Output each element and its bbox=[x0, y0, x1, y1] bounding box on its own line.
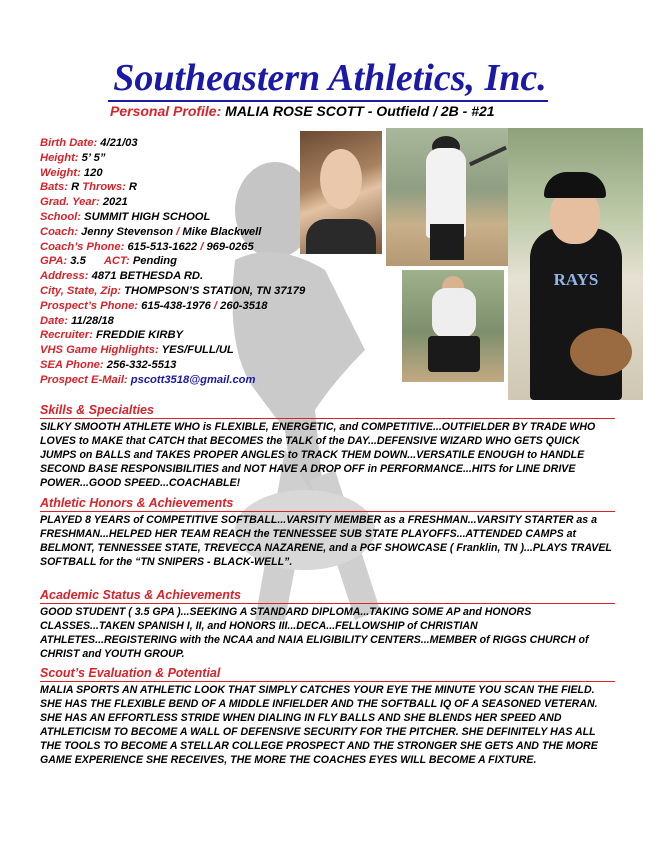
batting-photo bbox=[386, 128, 511, 266]
info-height: Height: 5’ 5” bbox=[40, 151, 106, 164]
section-body: MALIA SPORTS AN ATHLETIC LOOK THAT SIMPLY CATCHES YOUR EYE THE MINUTE YOU SCAN THE FIELD. SHE HAS THE FLEXIBLE BEND OF A MIDDLE INFIELDER AND THE SOFTBALL IQ OF A SEASONED VETERAN. SHE HAS AN EFFORTLESS STRIDE WHEN DIALING IN FLY BALLS AND SHE BLENDS HER SPEED AND ATHLETICISM TO BECOME A WALL OF DEFENSIVE SECURITY FOR THE PITCHER. SHE DEFINITELY HAS ALL THE TOOLS TO BECOME A STELLAR COLLEGE PROSPECT AND THE STRONGER SHE GETS AND THE MORE GAME EXPERIENCE SHE RECEIVES, THE MORE THE COACHES EYES WILL BECOME A FIXTURE. bbox=[40, 684, 598, 766]
info-gpa-act: GPA: 3.5 ACT: Pending bbox=[40, 255, 177, 268]
info-address: Address: 4871 BETHESDA RD. bbox=[40, 270, 204, 283]
info-birth-date: Birth Date: 4/21/03 bbox=[40, 137, 138, 149]
info-bats-throws: Bats: R Throws: R bbox=[40, 181, 138, 194]
section-heading: Academic Status & Achievements bbox=[40, 588, 615, 604]
portrait-photo bbox=[300, 131, 382, 254]
info-weight: Weight: 120 bbox=[40, 166, 103, 179]
section-body: PLAYED 8 YEARS of COMPETITIVE SOFTBALL...VARSITY MEMBER as a FRESHMAN...VARSITY STARTER as a FRESHMAN...HELPED HER TEAM REACH the TENNESSEE SUB STATE PLAYOFFS...ATTENDED CAMPS at BELMONT, TENNESSEE STATE, TREVECCA NAZARENE, and a PGF SHOWCASE ( Franklin, TN )...PLAYS TRAVEL SOFTBALL for the “TN SNIPERS - BLACK-WELL”. bbox=[40, 514, 612, 568]
jersey-photo bbox=[508, 128, 643, 400]
section-scout-evaluation bbox=[40, 666, 615, 767]
info-school: School: SUMMIT HIGH SCHOOL bbox=[40, 210, 211, 223]
profile-label: Personal Profile: bbox=[110, 103, 222, 119]
section-heading: Athletic Honors & Achievements bbox=[40, 496, 615, 512]
section-skills bbox=[40, 403, 615, 491]
rays-jersey-logo: RAYS bbox=[553, 270, 599, 289]
info-recruiter: Recruiter: FREDDIE KIRBY bbox=[40, 329, 183, 342]
info-city-state-zip: City, State, Zip: THOMPSON’S STATION, TN 37179 bbox=[40, 284, 306, 297]
fielding-photo bbox=[402, 270, 504, 382]
section-heading: Skills & Specialties bbox=[40, 403, 615, 419]
glove-icon bbox=[570, 328, 632, 376]
info-coach-phone: Coach’s Phone: 615-513-1622 / 969-0265 bbox=[40, 240, 254, 253]
section-heading: Scout’s Evaluation & Potential bbox=[40, 666, 615, 682]
info-date: Date: 11/28/18 bbox=[40, 314, 114, 327]
section-athletic-honors bbox=[40, 496, 615, 570]
info-grad-year: Grad. Year: 2021 bbox=[40, 196, 128, 209]
info-sea-phone: SEA Phone: 256-332-5513 bbox=[40, 358, 177, 371]
section-academic bbox=[40, 588, 615, 662]
info-prospect-email: Prospect E-Mail: pscott3518@gmail.com bbox=[40, 373, 256, 386]
company-title: Southeastern Athletics, Inc. bbox=[113, 57, 547, 99]
profile-subtitle bbox=[110, 103, 495, 119]
section-body: GOOD STUDENT ( 3.5 GPA )...SEEKING A STANDARD DIPLOMA...TAKING SOME AP and HONORS CLASSES...TAKEN SPANISH I, II, and HONORS III...DECA...FELLOWSHIP of CHRISTIAN ATHLETES...REGISTERING with the NCAA and NAIA ELIGIBILITY CENTERS...MEMBER of RIGGS CHURCH of CHRIST and YOUTH GROUP. bbox=[40, 606, 589, 660]
title-underline bbox=[108, 100, 548, 102]
email-link[interactable]: pscott3518@gmail.com bbox=[130, 373, 256, 386]
info-vhs-highlights: VHS Game Highlights: YES/FULL/UL bbox=[40, 344, 234, 357]
info-coach: Coach: Jenny Stevenson / Mike Blackwell bbox=[40, 225, 262, 238]
profile-value: MALIA ROSE SCOTT - Outfield / 2B - #21 bbox=[221, 103, 495, 119]
section-body: SILKY SMOOTH ATHLETE WHO is FLEXIBLE, ENERGETIC, and COMPETITIVE...OUTFIELDER BY TRADE WHO LOVES to MAKE that CATCH that BECOMES the TALK of the DAY...DEFENSIVE WIZARD WHO GETS QUICK JUMPS on BALLS and TAKES PROPER ANGLES to TRACK THEM DOWN...VERSATILE ENOUGH to HANDLE SECOND BASE RESPONSIBILITIES and NOT HAVE A DROP OFF in PERFORMANCE...HITS for LINE DRIVE POWER...GOOD SPEED...COACHABLE! bbox=[40, 421, 596, 489]
info-prospect-phone: Prospect’s Phone: 615-438-1976 / 260-3518 bbox=[40, 299, 268, 312]
